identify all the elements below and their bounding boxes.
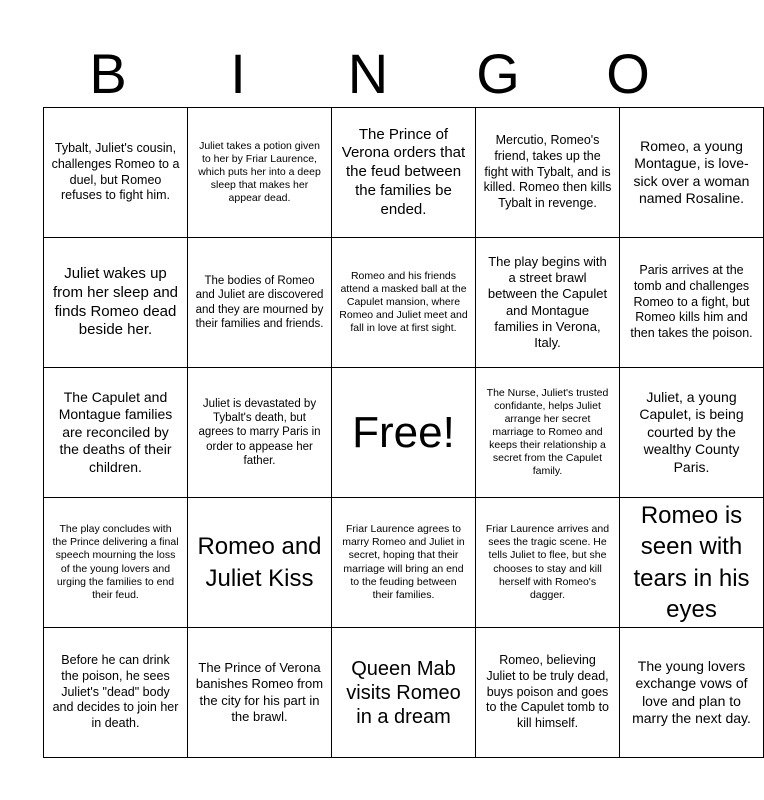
bingo-cell: The play concludes with the Prince delivering a final speech mourning the loss of the young lovers and urging the families to end their feud.: [44, 498, 188, 628]
bingo-cell: The Prince of Verona banishes Romeo from the city for his part in the brawl.: [188, 628, 332, 758]
bingo-cell: Juliet is devastated by Tybalt's death, but agrees to marry Paris in order to appease her father.: [188, 368, 332, 498]
bingo-header: [43, 40, 693, 108]
bingo-cell: Before he can drink the poison, he sees Juliet's "dead" body and decides to join her in death.: [44, 628, 188, 758]
header-letter-i: I: [230, 42, 246, 105]
header-letter-n: N: [347, 42, 389, 105]
bingo-cell: The play begins with a street brawl between the Capulet and Montague families in Verona, Italy.: [476, 238, 620, 368]
bingo-cell: Romeo and his friends attend a masked ball at the Capulet mansion, where Romeo and Juliet meet and fall in love at first sight.: [332, 238, 476, 368]
header-letter-g: G: [476, 42, 520, 105]
bingo-cell: Queen Mab visits Romeo in a dream: [332, 628, 476, 758]
bingo-cell: Juliet takes a potion given to her by Friar Laurence, which puts her into a deep sleep that makes her appear dead.: [188, 108, 332, 238]
header-letter-b: B: [89, 42, 127, 105]
bingo-cell: Mercutio, Romeo's friend, takes up the fight with Tybalt, and is killed. Romeo then kills Tybalt in revenge.: [476, 108, 620, 238]
board-row: [44, 238, 764, 368]
bingo-board: [43, 107, 764, 758]
bingo-cell: Tybalt, Juliet's cousin, challenges Romeo to a duel, but Romeo refuses to fight him.: [44, 108, 188, 238]
bingo-cell: The bodies of Romeo and Juliet are discovered and they are mourned by their families and friends.: [188, 238, 332, 368]
bingo-cell: Juliet wakes up from her sleep and finds Romeo dead beside her.: [44, 238, 188, 368]
bingo-cell: Romeo, a young Montague, is love-sick over a woman named Rosaline.: [620, 108, 764, 238]
bingo-cell: Romeo and Juliet Kiss: [188, 498, 332, 628]
board-row: [44, 498, 764, 628]
bingo-cell: The Prince of Verona orders that the feud between the families be ended.: [332, 108, 476, 238]
board-row: [44, 108, 764, 238]
board-row: [44, 628, 764, 758]
bingo-cell: Romeo is seen with tears in his eyes: [620, 498, 764, 628]
bingo-cell: Romeo, believing Juliet to be truly dead, buys poison and goes to the Capulet tomb to kill himself.: [476, 628, 620, 758]
bingo-cell: The young lovers exchange vows of love and plan to marry the next day.: [620, 628, 764, 758]
bingo-cell: Friar Laurence agrees to marry Romeo and Juliet in secret, hoping that their marriage will bring an end to the feuding between their families.: [332, 498, 476, 628]
bingo-cell: Friar Laurence arrives and sees the tragic scene. He tells Juliet to flee, but she chooses to stay and kill herself with Romeo's dagger.: [476, 498, 620, 628]
bingo-cell: Paris arrives at the tomb and challenges Romeo to a fight, but Romeo kills him and then takes the poison.: [620, 238, 764, 368]
header-letter-o: O: [606, 42, 650, 105]
bingo-cell: The Capulet and Montague families are reconciled by the deaths of their children.: [44, 368, 188, 498]
free-space-cell: Free!: [332, 368, 476, 498]
bingo-cell: Juliet, a young Capulet, is being courted by the wealthy County Paris.: [620, 368, 764, 498]
bingo-cell: The Nurse, Juliet's trusted confidante, helps Juliet arrange her secret marriage to Romeo and keeps their relationship a secret from the Capulet family.: [476, 368, 620, 498]
board-row: [44, 368, 764, 498]
